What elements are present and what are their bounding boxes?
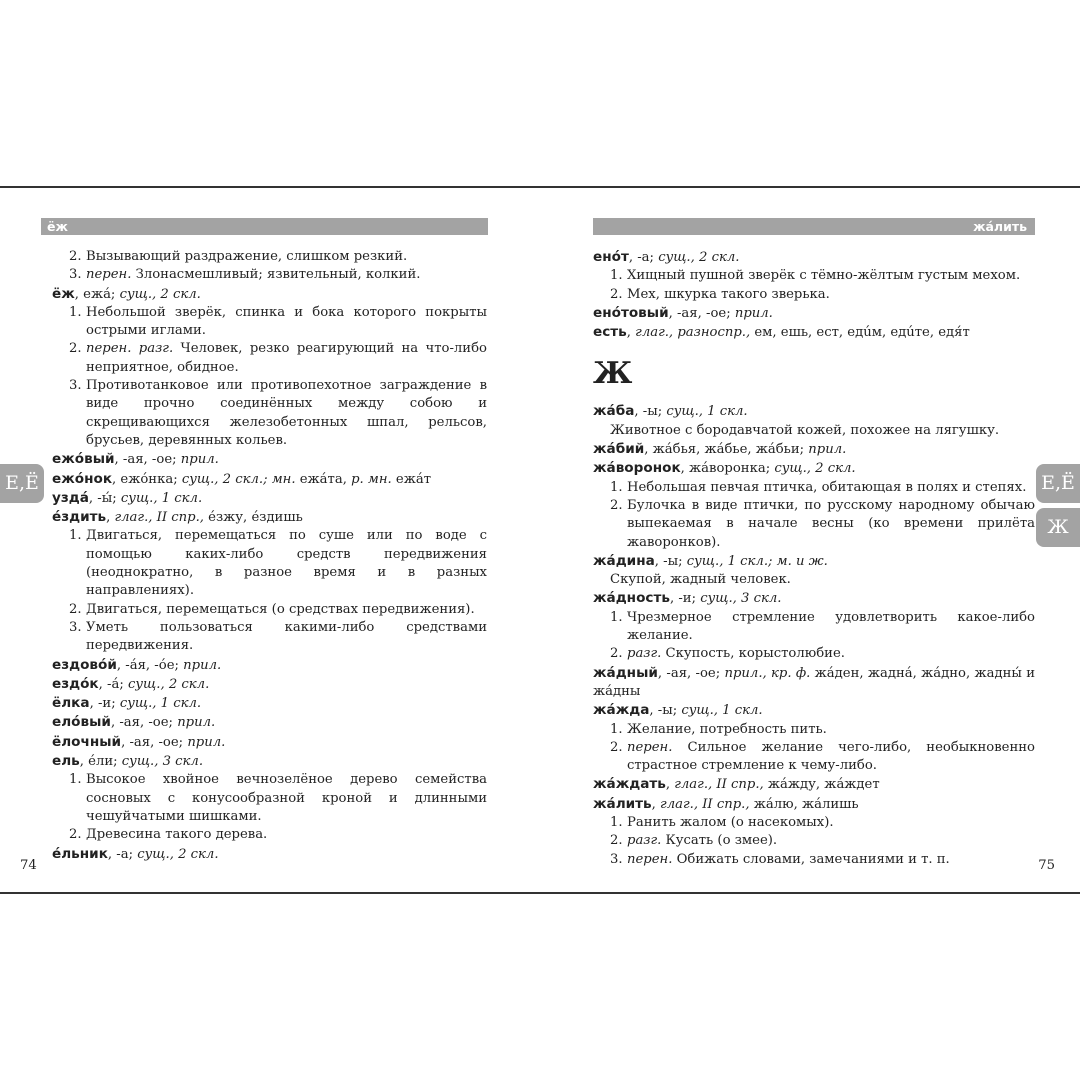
sense bbox=[52, 771, 487, 826]
grammar-label: разг. bbox=[627, 833, 666, 849]
sense bbox=[593, 851, 1035, 869]
headword: ежóвый bbox=[52, 451, 115, 468]
inflection-forms: , -ы́; bbox=[88, 490, 121, 506]
dictionary-entry bbox=[52, 675, 487, 694]
inflection-forms: , -ая, -ое; bbox=[114, 452, 181, 468]
sense-text: Противотанковое или противопехотное заграждение в виде прочно соединённых между собою и скрещивающихся железобетонных шпал, рельсов, брусьев, деревянных кольев. bbox=[86, 378, 487, 448]
inflection-forms: éзжу, éздишь bbox=[208, 510, 303, 526]
inflection-forms: ежáт bbox=[395, 471, 432, 487]
inflection-forms: , -ая, -ое; bbox=[657, 665, 725, 681]
sense-number: 2. bbox=[610, 497, 623, 513]
headword: енóт bbox=[593, 249, 629, 265]
sense-number: 1. bbox=[69, 304, 82, 320]
grammar-label: сущ., 1 скл. bbox=[666, 404, 748, 420]
headword: жáворонок bbox=[593, 460, 681, 477]
dictionary-entry bbox=[52, 656, 487, 675]
inflection-forms: , -и; bbox=[669, 591, 701, 607]
grammar-label: сущ., 1 скл.; м. и ж. bbox=[686, 553, 828, 569]
inflection-forms: , -áя, -óе; bbox=[116, 657, 184, 673]
sense bbox=[593, 645, 1035, 663]
headword: ёлочный bbox=[52, 733, 122, 750]
sense-number: 2. bbox=[69, 249, 82, 264]
grammar-label: прил. bbox=[734, 305, 773, 321]
dictionary-entry bbox=[593, 323, 1035, 342]
dictionary-entry bbox=[593, 248, 1035, 267]
inflection-forms: , -á; bbox=[98, 676, 129, 692]
inflection-forms: жáден, жаднá, жáдно, жадны́ и жáдны bbox=[593, 665, 1035, 699]
dictionary-entry bbox=[52, 694, 487, 713]
inflection-forms: , bbox=[626, 325, 636, 341]
sense-text: Человек, резко реагирующий на что-либо неприятное, обидное. bbox=[86, 341, 487, 375]
inflection-forms: , éли; bbox=[79, 754, 122, 770]
sense-number: 1. bbox=[69, 528, 82, 544]
sense-text: Небольшой зверёк, спинка и бока которого покрыты острыми иглами. bbox=[86, 304, 487, 339]
inflection-forms: , ежóнка; bbox=[112, 471, 182, 487]
sense bbox=[593, 832, 1035, 850]
grammar-label: глаг., разноспр., bbox=[635, 325, 755, 341]
sense bbox=[52, 266, 487, 284]
sense bbox=[52, 527, 487, 600]
headword: жáжда bbox=[593, 702, 650, 719]
headword: ездовóй bbox=[52, 656, 117, 673]
inflection-forms: , bbox=[651, 796, 661, 812]
sense-text: Высокое хвойное вечнозелёное дерево семейства сосновых с конусообразной кроной и длинными чешуйчатыми шишками. bbox=[86, 772, 487, 824]
grammar-label: перен. разг. bbox=[86, 341, 181, 357]
sense-text: Уметь пользоваться какими-либо средствами передвижения. bbox=[86, 619, 487, 654]
inflection-forms: , -а; bbox=[107, 846, 138, 862]
sense-text: Кусать (о змее). bbox=[665, 833, 778, 849]
grammar-label: прил. bbox=[183, 657, 222, 673]
sense-text: Ранить жалом (о насекомых). bbox=[627, 815, 834, 831]
headword: жáлить bbox=[593, 795, 652, 812]
sense bbox=[593, 721, 1035, 739]
sense-number: 3. bbox=[69, 619, 82, 635]
sense bbox=[593, 479, 1035, 497]
sense-number: 2. bbox=[69, 341, 82, 357]
dictionary-entry bbox=[593, 402, 1035, 421]
dictionary-entry bbox=[52, 845, 487, 864]
headword: жáбий bbox=[593, 441, 645, 458]
headword: жáждать bbox=[593, 776, 666, 793]
book-spread bbox=[0, 186, 1080, 894]
sense bbox=[52, 304, 487, 341]
headword: уздá bbox=[52, 489, 89, 506]
sense-number: 3. bbox=[610, 851, 623, 867]
inflection-forms: , -а; bbox=[628, 250, 659, 265]
inflection-forms: жáлю, жáлишь bbox=[753, 796, 859, 812]
headword: жáдный bbox=[593, 664, 658, 681]
sense-text: Вызывающий раздражение, слишком резкий. bbox=[86, 249, 408, 264]
dictionary-entry bbox=[593, 304, 1035, 323]
sense bbox=[52, 377, 487, 450]
inflection-forms: , -ы; bbox=[654, 553, 687, 569]
sense-text: Небольшая певчая птичка, обитающая в полях и степях. bbox=[627, 479, 1027, 495]
page-number: 75 bbox=[1038, 858, 1055, 873]
headword: ёлка bbox=[52, 695, 90, 712]
grammar-label: сущ., 1 скл. bbox=[120, 490, 203, 506]
dictionary-entry bbox=[593, 459, 1035, 478]
grammar-label: сущ., 1 скл. bbox=[681, 703, 763, 719]
right-page bbox=[540, 188, 1080, 892]
grammar-label: сущ., 2 скл. bbox=[658, 250, 740, 265]
inflection-forms: , bbox=[665, 777, 675, 793]
page-number: 74 bbox=[20, 858, 37, 873]
dictionary-entry bbox=[52, 489, 487, 508]
sense-text: Желание, потребность пить. bbox=[627, 721, 827, 737]
dictionary-entry bbox=[52, 733, 487, 752]
sense-text: Скупость, корыстолюбие. bbox=[665, 646, 845, 662]
inflection-forms: , жáворонка; bbox=[680, 461, 775, 477]
thumb-index-tab: Е,Ё bbox=[0, 464, 44, 503]
dictionary-entry bbox=[593, 440, 1035, 459]
grammar-label: сущ., 3 скл. bbox=[700, 591, 782, 607]
sense-number: 2. bbox=[610, 646, 623, 662]
entries-column bbox=[52, 248, 487, 864]
entries-group bbox=[593, 402, 1035, 868]
sense bbox=[52, 340, 487, 377]
sense-text: Чрезмерное стремление удовлетворить какое-либо желание. bbox=[627, 609, 1035, 644]
left-page bbox=[0, 188, 540, 892]
inflection-forms: , bbox=[106, 510, 115, 526]
sense bbox=[593, 286, 1035, 304]
inflection-forms: ежáта, bbox=[299, 471, 352, 487]
headword: ежóнок bbox=[52, 470, 113, 487]
sense bbox=[593, 609, 1035, 646]
grammar-label: прил. bbox=[808, 442, 847, 458]
definition: Скупой, жадный человек. bbox=[610, 572, 791, 588]
sense-number: 1. bbox=[610, 609, 623, 625]
inflection-forms: жáжду, жáждет bbox=[767, 777, 880, 793]
inflection-forms: , жáбья, жáбье, жáбьи; bbox=[644, 442, 809, 458]
sense bbox=[593, 739, 1035, 776]
sense bbox=[52, 248, 487, 266]
grammar-label: прил. bbox=[177, 715, 216, 731]
sense-number: 2. bbox=[610, 739, 623, 755]
inflection-forms: , -ы; bbox=[649, 703, 682, 719]
sense-number: 1. bbox=[610, 479, 623, 495]
sense-number: 2. bbox=[69, 601, 82, 617]
headword: жáдность bbox=[593, 590, 670, 607]
dictionary-entry bbox=[593, 795, 1035, 814]
inflection-forms: , -и; bbox=[89, 696, 120, 712]
headword: есть bbox=[593, 324, 627, 341]
headword: елóвый bbox=[52, 714, 111, 731]
grammar-label: глаг., II спр., bbox=[674, 777, 768, 793]
sense-text: Булочка в виде птички, по русскому народному обычаю выпекаемая в начале весны (ко времени прилёта жаворонков). bbox=[627, 497, 1035, 550]
grammar-label: сущ., 2 скл.; мн. bbox=[181, 471, 300, 487]
inflection-forms: , -ая, -ое; bbox=[110, 715, 178, 731]
headword: ёж bbox=[52, 285, 75, 302]
dictionary-entry bbox=[52, 713, 487, 732]
sense-text: Двигаться, перемещаться по суше или по воде с помощью каких-либо средств передвижения (неоднократно, в разное время и в разных направлениях). bbox=[86, 528, 487, 599]
inflection-forms: , -ая, -ое; bbox=[121, 734, 188, 750]
grammar-label: сущ., 3 скл. bbox=[121, 754, 204, 770]
dictionary-entry bbox=[593, 589, 1035, 608]
sense bbox=[593, 267, 1035, 285]
dictionary-entry bbox=[52, 470, 487, 489]
sense-number: 2. bbox=[69, 827, 82, 843]
entries-group bbox=[593, 248, 1035, 342]
inflection-forms: ем, ешь, ест, едúм, едúте, едя́т bbox=[754, 325, 970, 341]
grammar-label: разг. bbox=[627, 646, 666, 662]
headword: ель bbox=[52, 753, 80, 770]
dictionary-entry bbox=[593, 701, 1035, 720]
dictionary-entry bbox=[593, 552, 1035, 571]
running-header: жáлить bbox=[593, 218, 1035, 235]
sense-number: 3. bbox=[69, 267, 82, 283]
entries-column bbox=[593, 248, 1035, 869]
dictionary-entry bbox=[52, 752, 487, 771]
running-header: ёж bbox=[41, 218, 488, 235]
sense-text: Хищный пушной зверёк с тёмно-жёлтым густым мехом. bbox=[627, 268, 1021, 284]
headword: жáба bbox=[593, 403, 635, 420]
headword: éздить bbox=[52, 509, 107, 526]
sense bbox=[52, 826, 487, 844]
sense-text: Древесина такого дерева. bbox=[86, 827, 268, 843]
grammar-label: глаг., II спр., bbox=[114, 510, 209, 526]
grammar-label: прил. bbox=[180, 452, 219, 468]
grammar-label: перен. bbox=[627, 851, 677, 867]
sense-number: 2. bbox=[610, 833, 623, 849]
dictionary-entry bbox=[593, 775, 1035, 794]
sense-text: Обижать словами, замечаниями и т. п. bbox=[676, 851, 950, 867]
sense bbox=[52, 619, 487, 656]
dictionary-entry bbox=[52, 450, 487, 469]
dictionary-entry bbox=[593, 664, 1035, 702]
sense-text: Злонасмешливый; язвительный, колкий. bbox=[135, 267, 421, 283]
thumb-index-tab-active: Ж bbox=[1036, 508, 1080, 547]
inflection-forms: , ежá; bbox=[74, 286, 120, 302]
sense-number: 1. bbox=[69, 772, 82, 788]
grammar-label: сущ., 2 скл. bbox=[119, 286, 201, 302]
sense-number: 2. bbox=[610, 286, 623, 302]
grammar-label: перен. bbox=[627, 739, 688, 755]
sense-number: 1. bbox=[610, 268, 623, 284]
headword: éльник bbox=[52, 845, 108, 862]
headword: ездóк bbox=[52, 675, 99, 692]
headword: енóтовый bbox=[593, 304, 669, 321]
grammar-label: сущ., 2 скл. bbox=[137, 846, 219, 862]
definition: Животное с бородавчатой кожей, похожее на лягушку. bbox=[610, 422, 1000, 438]
sense-number: 3. bbox=[69, 378, 82, 394]
sense bbox=[52, 601, 487, 619]
grammar-label: прил. bbox=[187, 734, 226, 750]
sense-number: 1. bbox=[610, 721, 623, 737]
grammar-label: глаг., II спр., bbox=[660, 796, 754, 812]
thumb-index-tab: Е,Ё bbox=[1036, 464, 1080, 503]
sense-number: 1. bbox=[610, 815, 623, 831]
grammar-label: перен. bbox=[86, 267, 136, 283]
grammar-label: р. мн. bbox=[351, 471, 396, 487]
sense-text: Сильное желание чего-либо, необыкновенно страстное стремление к чему-либо. bbox=[627, 739, 1035, 774]
sense bbox=[593, 497, 1035, 552]
grammar-label: сущ., 1 скл. bbox=[119, 696, 202, 712]
dictionary-entry bbox=[52, 285, 487, 304]
sense bbox=[593, 814, 1035, 832]
sense-text: Двигаться, перемещаться (о средствах передвижения). bbox=[86, 601, 475, 617]
grammar-label: сущ., 2 скл. bbox=[774, 461, 856, 477]
headword: жáдина bbox=[593, 552, 655, 569]
grammar-label: прил., кр. ф. bbox=[724, 665, 815, 681]
inflection-forms: , -ы; bbox=[634, 404, 667, 420]
inflection-forms: , -ая, -ое; bbox=[668, 305, 735, 321]
dictionary-entry bbox=[52, 508, 487, 527]
sense-text: Мех, шкурка такого зверька. bbox=[627, 286, 830, 302]
grammar-label: сущ., 2 скл. bbox=[128, 676, 210, 692]
letter-section-title: Ж bbox=[593, 356, 633, 392]
